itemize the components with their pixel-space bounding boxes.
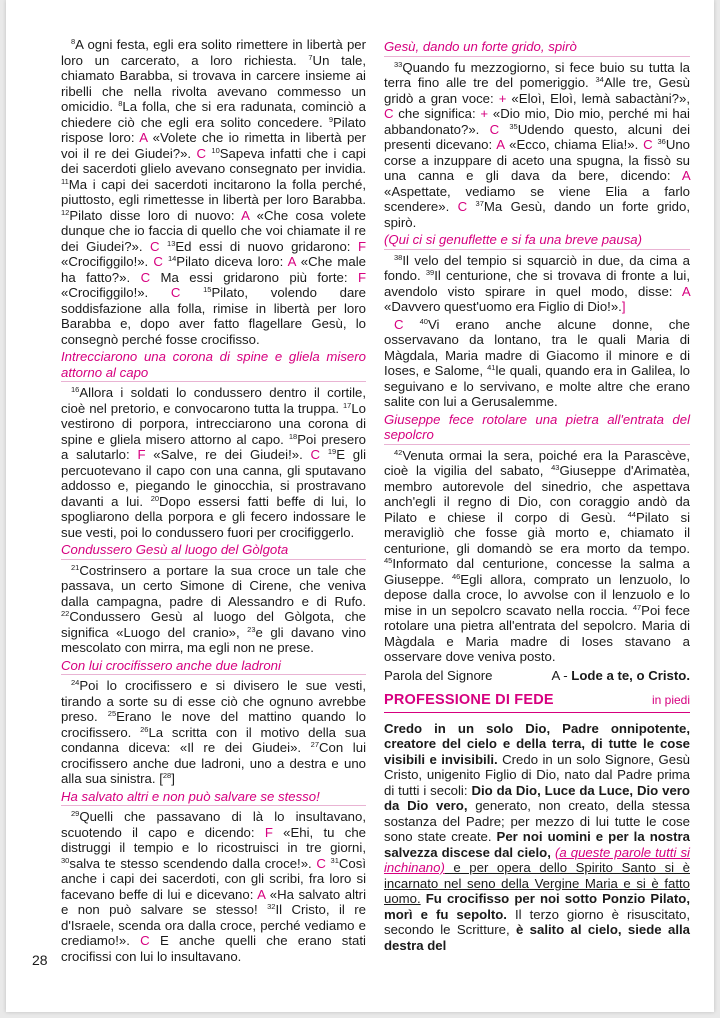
gospel-text: «Crocifiggilo!». xyxy=(61,285,171,300)
gospel-text: Poi presero a salutarlo: xyxy=(61,431,366,462)
speaker-marker: C xyxy=(394,316,404,332)
verse-number: 22 xyxy=(61,609,70,618)
missal-page xyxy=(6,0,714,1012)
gospel-text: «Che male ha fatto?». xyxy=(61,254,366,285)
gospel-text: «Ecco, chiama Elia!». xyxy=(504,137,644,152)
gospel-closing xyxy=(384,668,690,684)
section-rubric: Condussero Gesù al luogo del Gòlgota xyxy=(61,542,366,560)
creed-text xyxy=(384,721,690,954)
verse-number: 45 xyxy=(384,556,393,565)
gospel-text: Venuta ormai la sera, poiché era la Parascève, cioè la vigilia del sabato, xyxy=(384,447,690,478)
gospel-text: che significa: xyxy=(393,106,481,121)
speaker-marker: C xyxy=(170,285,181,300)
gospel-text: Il velo del tempio si squarciò in due, da cima a fondo. xyxy=(384,252,690,283)
gospel-text: le quali, quando era in Galilea, lo seguivano e lo servivano, e molte altre che erano salite con lui a Gerusalemme. xyxy=(384,363,690,409)
verse-number: 7 xyxy=(308,52,313,62)
verse-number: 21 xyxy=(71,562,80,572)
gospel-text: Erano le nove del mattino quando lo crocifissero. xyxy=(61,709,366,740)
gospel-text: Ma essi gridarono più forte: xyxy=(150,269,358,285)
page-number: 28 xyxy=(32,952,48,968)
verse-number: 18 xyxy=(288,431,298,441)
gospel-text: Uno corse a inzuppare di aceto una spugna, la fissò su una canna e gli dava da bere, dicendo: xyxy=(384,137,691,183)
gospel-text: Ma Gesù, dando un forte grido, spirò. xyxy=(384,199,690,230)
speaker-marker: C xyxy=(153,254,163,269)
verse-number: 46 xyxy=(451,571,461,581)
gospel-text: Costrinsero a portare la sua croce un tale che passava, un certo Simone di Cirene, che veniva dalla campagna, padre di Alessandro e di Rufo. xyxy=(61,562,366,609)
closing-acclamation: Parola del Signore xyxy=(384,667,493,683)
speaker-marker: A xyxy=(257,886,266,902)
gospel-text: Così anche i capi dei sacerdoti, con gli scribi, fra loro si facevano beffe di lui e dicevano: xyxy=(61,855,366,902)
verse-number: 36 xyxy=(657,137,666,146)
gospel-text: salva te stesso scendendo dalla croce!». xyxy=(69,855,317,871)
gospel-paragraph xyxy=(384,448,690,665)
verse-number: 39 xyxy=(425,268,435,277)
speaker-marker: C xyxy=(489,121,500,137)
speaker-marker: C xyxy=(140,269,151,285)
verse-number: 17 xyxy=(342,400,352,410)
speaker-marker: F xyxy=(357,238,366,254)
speaker-marker: F xyxy=(264,824,273,840)
verse-number: 11 xyxy=(61,176,69,186)
gospel-text: «Che cosa volete dunque che io faccia di quello che voi chiamate il re dei Giudei?». xyxy=(61,207,366,254)
gospel-text: Lo vestirono di porpora, intrecciarono una corona di spine e gliela misero attorno al capo. xyxy=(61,400,366,447)
speaker-marker: C xyxy=(140,933,150,948)
gospel-text: Dopo essersi fatti beffe di lui, lo spogliarono della porpora e gli fecero indossare le sue vesti, poi lo condussero fuori per crocifiggerlo. xyxy=(61,493,366,540)
gospel-text: «Ehi, tu che distruggi il tempio e lo ricostruisci in tre giorni, xyxy=(61,824,366,855)
verse-number: 8 xyxy=(118,99,123,108)
gospel-text: Condussero Gesù al luogo del Gòlgota, che significa «Luogo del cranio», xyxy=(61,609,366,640)
verse-number: 24 xyxy=(71,678,80,687)
gospel-paragraph xyxy=(61,563,366,656)
speaker-marker: A xyxy=(139,130,148,145)
gospel-text: ] xyxy=(171,771,175,786)
speaker-marker: A xyxy=(681,283,690,299)
gospel-text: Ed essi di nuovo gridarono: xyxy=(175,238,358,254)
speaker-marker: A xyxy=(496,137,505,152)
gospel-text: E anche quelli che erano stati crocifissi con lui lo insultavano. xyxy=(61,933,366,964)
verse-number: 19 xyxy=(327,447,337,456)
verse-number: 44 xyxy=(627,509,636,519)
section-rubric: Ha salvato altri e non può salvare se stesso! xyxy=(61,789,366,807)
verse-number: 32 xyxy=(267,902,276,911)
gospel-text: Quando fu mezzogiorno, si fece buio su tutta la terra fino alle tre del pomeriggio. xyxy=(384,59,690,90)
gospel-text: Vi erano anche alcune donne, che osservavano da lontano, tra le quali Maria di Màgdala, Maria madre di Giacomo il minore e di Ioses, e Salome, xyxy=(384,316,690,378)
verse-number: 13 xyxy=(167,238,176,248)
gospel-paragraph xyxy=(61,385,366,540)
creed-underlined-text: e per opera dello Spirito Santo si è incarnato nel seno della Vergine Maria e si è fatto uomo. xyxy=(384,860,690,906)
creed-plain-text: Credo in un solo Signore, Gesù Cristo, unigenito Figlio di Dio, nato dal Padre prima di tutti i secoli: xyxy=(384,751,690,798)
verse-number: 41 xyxy=(487,363,496,372)
gospel-text: Il centurione, che si trovava di fronte a lui, avendolo visto spirare in quel modo, disse: xyxy=(384,268,690,299)
gospel-text: Udendo questo, alcuni dei presenti dicevano: xyxy=(384,121,690,152)
verse-number: 15 xyxy=(203,285,212,294)
gospel-text: Pilato, volendo dare soddisfazione alla folla, rimise in libertà per loro Barabba e, dopo aver fatto flagellare Gesù, lo consegnò perché fosse crocifisso. xyxy=(61,285,366,347)
creed-bold-text: Per noi uomini e per la nostra salvezza discese dal cielo, xyxy=(384,829,690,860)
gospel-paragraph xyxy=(384,60,690,231)
verse-number: 10 xyxy=(211,145,220,155)
verse-number: 20 xyxy=(150,493,160,503)
verse-number: 14 xyxy=(167,254,177,263)
creed-plain-text: generato, non creato, della stessa sostanza del Padre; per mezzo di lui tutte le cose sono state create. xyxy=(384,798,690,844)
gospel-text: Con lui crocifissero anche due ladroni, uno a destra e uno alla sua sinistra. [ xyxy=(61,740,366,786)
speaker-marker: C xyxy=(384,106,394,121)
gospel-text: A ogni festa, egli era solito rimettere in libertà per loro un carcerato, a loro richiesta. xyxy=(61,37,366,68)
gospel-text: Poi lo crocifissero e si divisero le sue vesti, tirando a sorte su di esse ciò che ognuno avrebbe preso. xyxy=(61,678,366,724)
verse-number: 9 xyxy=(328,114,333,124)
gospel-paragraph xyxy=(61,37,366,347)
speaker-marker: C xyxy=(196,145,207,161)
gospel-text: Pilato si meravigliò che fosse già morto e, chiamato il centurione, gli domandò se era morto da tempo. xyxy=(384,509,690,556)
speaker-marker: C xyxy=(310,447,321,462)
short-form-end-bracket: ] xyxy=(621,299,626,314)
response-text: Lode a te, o Cristo. xyxy=(571,667,690,683)
verse-number: 12 xyxy=(61,207,70,217)
verse-number: 33 xyxy=(394,59,403,69)
gospel-text: E gli percuotevano il capo con una canna, gli sputavano addosso e, piegando le ginocchia, si prostravano davanti a lui. xyxy=(61,447,366,509)
creed-bold-text: Credo in un solo Dio, Padre onnipotente, creatore del cielo e della terra, di tutte le cose visibili e invisibili. xyxy=(384,720,690,767)
verse-number: 16 xyxy=(71,385,80,394)
gospel-text: Egli allora, comprato un lenzuolo, lo depose dalla croce, lo avvolse con il lenzuolo e lo mise in un sepolcro scavato nella roccia. xyxy=(384,571,691,618)
right-column xyxy=(384,37,690,955)
gospel-paragraph xyxy=(61,809,366,964)
section-rubric: Intrecciarono una corona di spine e gliela misero attorno al capo xyxy=(61,349,366,382)
gospel-text: Sapeva infatti che i capi dei sacerdoti glielo avevano consegnato per invidia. xyxy=(61,145,366,176)
left-column xyxy=(61,37,366,966)
speaker-marker: C xyxy=(316,855,326,871)
gospel-text: «Crocifiggilo!». xyxy=(61,254,154,269)
creed-bold-text: Fu crocifisso per noi sotto Ponzio Pilato, morì e fu sepolto. xyxy=(384,891,690,922)
speaker-marker: C xyxy=(457,199,468,214)
gospel-paragraph xyxy=(384,253,690,315)
creed-bold-text: è salito al cielo, siede alla destra del xyxy=(384,922,691,953)
gospel-text: «Ha salvato altri e non può salvare se stesso! xyxy=(61,886,366,917)
gospel-paragraph xyxy=(61,678,366,787)
gospel-text: Pilato rispose loro: xyxy=(61,114,366,145)
gospel-text: Pilato diceva loro: xyxy=(176,254,288,269)
speaker-marker: A xyxy=(241,207,250,223)
gospel-text: Il Cristo, il re d'Israele, scenda ora dalla croce, perché vediamo e crediamo!». xyxy=(61,902,366,948)
verse-number: 25 xyxy=(107,709,117,718)
response-prefix: A - xyxy=(551,667,572,683)
verse-number: 43 xyxy=(551,463,560,472)
posture-note: in piedi xyxy=(651,693,690,707)
gospel-text: Giuseppe d'Arimatèa, membro autorevole del sinedrio, che aspettava anch'egli il regno di Dio, con coraggio andò da Pilato e chiese il corpo di Gesù. xyxy=(384,463,690,525)
verse-number: 29 xyxy=(71,809,80,818)
verse-number: 23 xyxy=(247,624,256,634)
section-title: PROFESSIONE DI FEDE xyxy=(384,692,554,708)
bow-rubric: (a queste parole tutti si inchinano) xyxy=(384,844,690,875)
gospel-text: Quelli che passavano di là lo insultavano, scuotendo il capo e dicendo: xyxy=(61,809,366,840)
gospel-text: «Davvero quest'uomo era Figlio di Dio!». xyxy=(384,299,622,314)
gospel-text: «Volete che io rimetta in libertà per voi il re dei Giudei?». xyxy=(61,130,367,161)
speaker-marker: + xyxy=(498,90,507,106)
verse-number: 34 xyxy=(595,75,604,84)
verse-number: 8 xyxy=(71,37,76,46)
gospel-text: Un tale, chiamato Barabba, si trovava in carcere insieme ai ribelli che nella rivolta avevano commesso un omicidio. xyxy=(61,52,366,114)
gospel-text: Alle tre, Gesù gridò a gran voce: xyxy=(384,75,690,106)
verse-number: 47 xyxy=(632,602,642,612)
speaker-marker: A xyxy=(287,254,296,269)
verse-number: 26 xyxy=(140,724,149,734)
speaker-marker: C xyxy=(150,238,160,254)
verse-number: 28 xyxy=(162,771,172,780)
creed-bold-text: Dio da Dio, Luce da Luce, Dio vero da Dio vero, xyxy=(384,782,690,813)
gospel-text: Informato dal centurione, concesse la salma a Giuseppe. xyxy=(384,556,690,587)
gospel-text: «Aspettate, vediamo se viene Elia a farlo scendere». xyxy=(384,183,690,214)
assembly-response xyxy=(552,668,691,684)
gospel-text: Allora i soldati lo condussero dentro il cortile, cioè nel pretorio, e convocarono tutta la truppa. xyxy=(61,385,366,416)
gospel-paragraph xyxy=(384,317,690,410)
gospel-text: Pilato disse loro di nuovo: xyxy=(69,207,242,223)
verse-number: 35 xyxy=(509,121,518,131)
verse-number: 40 xyxy=(419,316,428,326)
section-rubric: Giuseppe fece rotolare una pietra all'entrata del sepolcro xyxy=(384,412,690,445)
creed-plain-text: Il terzo giorno è risuscitato, secondo le Scritture, xyxy=(384,906,690,937)
verse-number: 27 xyxy=(310,740,320,749)
verse-number: 30 xyxy=(61,855,70,865)
verse-number: 42 xyxy=(394,447,403,457)
speaker-marker: + xyxy=(480,106,489,121)
speaker-marker: F xyxy=(357,269,366,285)
speaker-marker: F xyxy=(137,447,146,462)
gospel-text: La scritta con il motivo della sua condanna diceva: «Il re dei Giudei». xyxy=(61,724,366,755)
gospel-text: Ma i capi dei sacerdoti incitarono la folla perché, piuttosto, egli rimettesse in libertà per loro Barabba. xyxy=(61,176,366,207)
gospel-text: Poi fece rotolare una pietra all'entrata del sepolcro. Maria di Màgdala e Maria madre di Ioses stavano a osservare dove veniva posto. xyxy=(384,602,691,664)
gospel-text: «Salve, re dei Giudei!». xyxy=(145,447,311,462)
section-rubric: Gesù, dando un forte grido, spirò xyxy=(384,39,690,57)
verse-number: 38 xyxy=(394,252,403,262)
gospel-text: «Eloì, Eloì, lemà sabactàni?», xyxy=(506,90,691,106)
genuflection-rubric: (Qui ci si genuflette e si fa una breve pausa) xyxy=(384,232,690,250)
section-rubric: Con lui crocifissero anche due ladroni xyxy=(61,658,366,676)
speaker-marker: C xyxy=(643,137,653,152)
gospel-text: La folla, che si era radunata, cominciò a chiedere ciò che egli era solito concedere. xyxy=(61,99,366,130)
section-header xyxy=(384,693,690,713)
verse-number: 31 xyxy=(330,855,339,865)
verse-number: 37 xyxy=(475,199,484,208)
speaker-marker: A xyxy=(681,168,690,183)
gospel-text: «Dio mio, Dio mio, perché mi hai abbandonato?». xyxy=(384,106,690,137)
gospel-text: e gli davano vino mescolato con mirra, ma egli non ne prese. xyxy=(61,624,366,655)
